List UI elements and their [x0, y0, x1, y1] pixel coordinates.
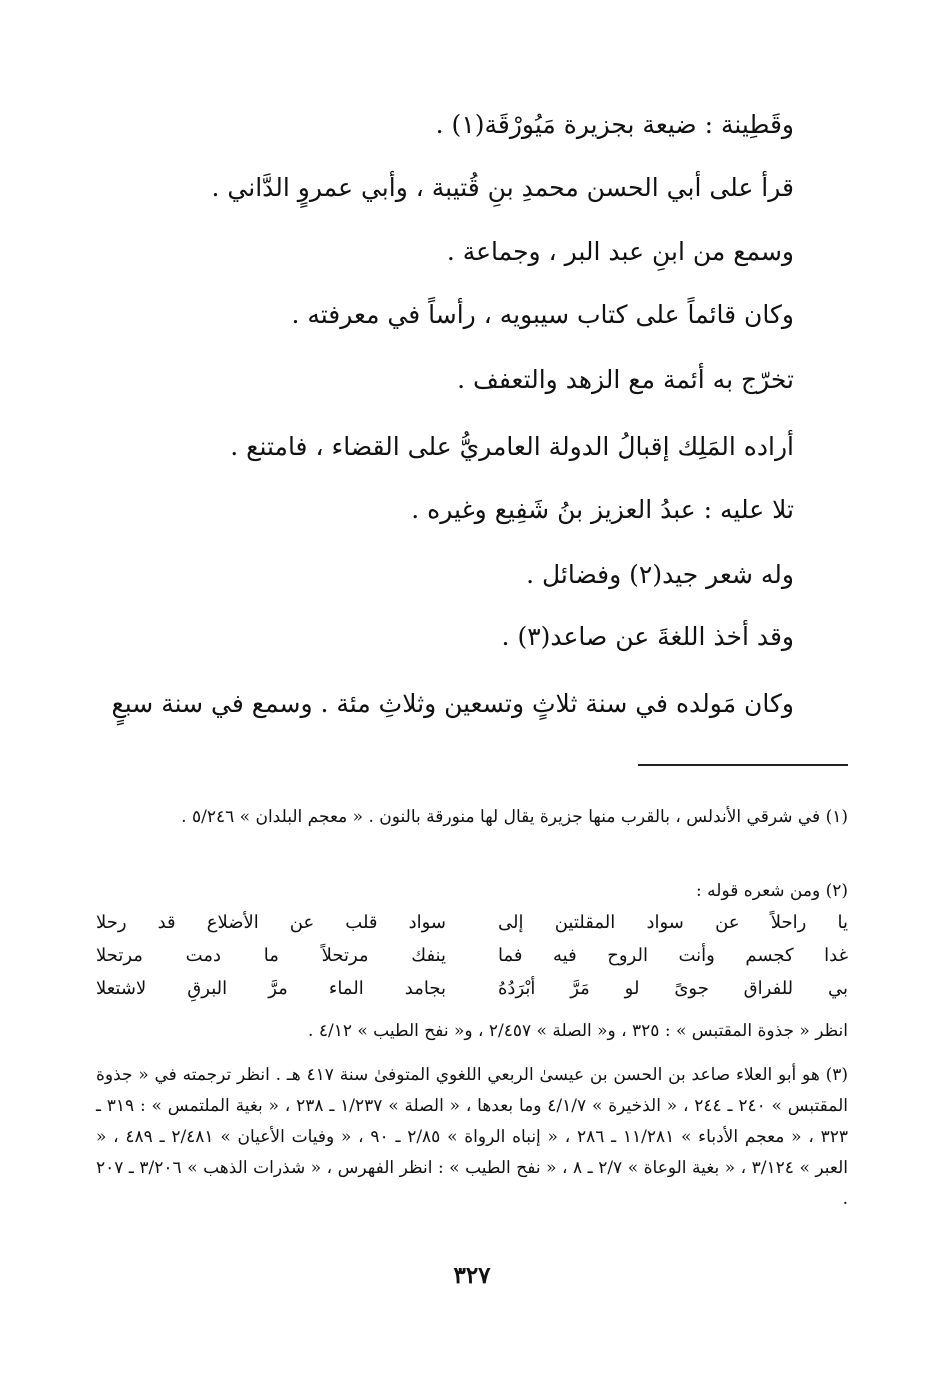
verse-first-hemistich: بي للفراق جوىً لو مَرَّ أبْرَدُهُ	[498, 978, 848, 999]
verse-row	[96, 939, 848, 972]
poem-verses	[96, 906, 848, 1005]
verse-row	[96, 906, 848, 939]
text-line: تلا عليه : عبدُ العزيز بنُ شَفِيع وغيره .	[411, 495, 794, 524]
text-line: وقد أخذ اللغةَ عن صاعد(٣) .	[501, 622, 794, 651]
verse-second-hemistich: سواد قلب عن الأضلاع قد رحلا	[96, 912, 446, 933]
verse-first-hemistich: يا راحلاً عن سواد المقلتين إلى	[498, 912, 848, 933]
text-line: وكان مَولده في سنة ثلاثٍ وتسعين وثلاثِ مئة . وسمع في سنة سبعٍ	[111, 689, 794, 718]
footnote-separator	[638, 764, 848, 766]
footnote-2-intro	[96, 876, 848, 907]
footnote-2-intro-text: (٢) ومن شعره قوله :	[696, 881, 848, 901]
verse-second-hemistich: بجامد الماء مرَّ البرقِ لاشتعلا	[96, 978, 446, 999]
page-number: ٣٢٧	[453, 1262, 491, 1289]
verse-row	[96, 972, 848, 1005]
footnote-3	[96, 1060, 848, 1215]
verse-first-hemistich: غدا كجسم وأنت الروح فيه فما	[498, 945, 848, 966]
footnote-2-reference	[96, 1016, 848, 1047]
text-line: وله شعر جيد(٢) وفضائل .	[526, 560, 794, 589]
text-line: أراده المَلِك إقبالُ الدولة العامريُّ على القضاء ، فامتنع .	[230, 432, 794, 461]
text-line: وكان قائماً على كتاب سيبويه ، رأساً في معرفته .	[291, 300, 794, 329]
footnote-1	[96, 802, 848, 833]
footnote-2-reference-text: انظر « جذوة المقتبس » : ٣٢٥ ، و« الصلة » ٢/٤٥٧ ، و« نفح الطيب » ٤/١٢ .	[308, 1021, 848, 1041]
text-line: وقَطِينة : ضيعة بجزيرة مَيُورْقَة(١) .	[435, 110, 794, 139]
text-line: وسمع من ابنِ عبد البر ، وجماعة .	[446, 237, 794, 266]
verse-second-hemistich: ينفك مرتحلاً ما دمت مرتحلا	[96, 945, 446, 966]
footnote-3-text: (٣) هو أبو العلاء صاعد بن الحسن بن عيسىٰ الربعي اللغوي المتوفىٰ سنة ٤١٧ هـ . انظر ترجمته في « جذوة المقتبس » ٢٤٠ ـ ٢٤٤ ، « الذخيرة » ٤/١/٧ وما بعدها ، « الصلة » ١/٢٣٧ ـ ٢٣٨ ، « بغية الملتمس » : ٣١٩ ـ ٣٢٣ ، « معجم الأدباء » ١١/٢٨١ ـ ٢٨٦ ، « إنباه الرواة » ٢/٨٥ ـ ٩٠ ، « وفيات الأعيان » ٢/٤٨١ ـ ٤٨٩ ، « العبر » ٣/١٢٤ ، « بغية الوعاة » ٢/٧ ـ ٨ ، « نفح الطيب » : انظر الفهرس ، « شذرات الذهب » ٣/٢٠٦ ـ ٢٠٧ .	[96, 1065, 849, 1209]
text-line: تخرّج به أئمة مع الزهد والتعفف .	[457, 365, 794, 394]
footnote-1-text: (١) في شرقي الأندلس ، بالقرب منها جزيرة يقال لها منورقة بالنون . « معجم البلدان » ٥/٢٤٦ .	[181, 807, 848, 827]
text-line: قرأ على أبي الحسن محمدِ بنِ قُتيبة ، وأبي عمروٍ الدَّاني .	[211, 173, 794, 202]
